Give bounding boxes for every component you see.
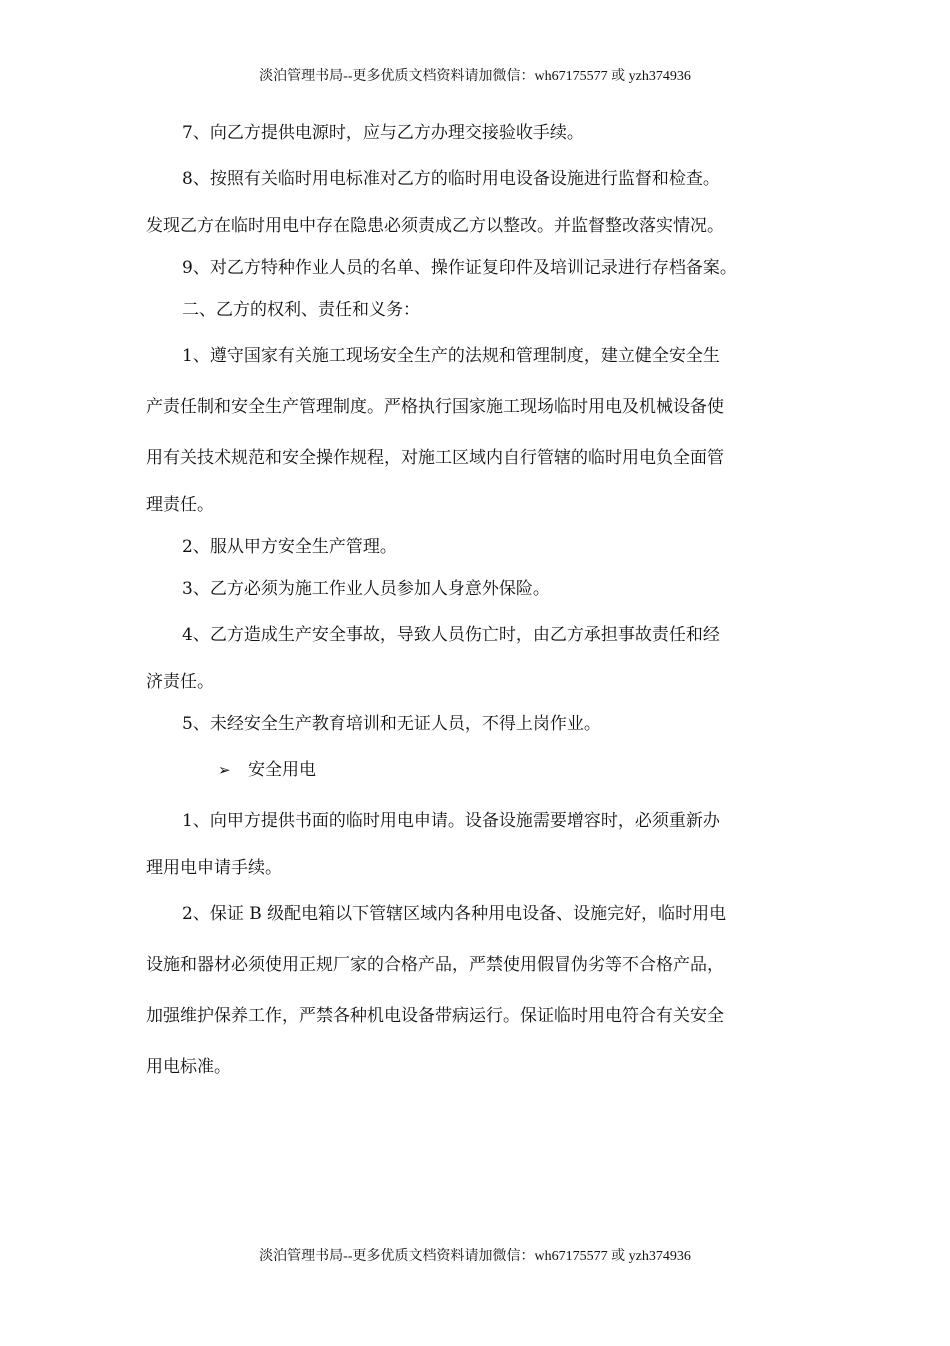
electricity-item-2-line-1: 2、保证 B 级配电箱以下管辖区域内各种用电设备、设施完好，临时用电 bbox=[182, 904, 727, 924]
paragraph-item-7: 7、向乙方提供电源时，应与乙方办理交接验收手续。 bbox=[182, 123, 584, 143]
paragraph-item-8-line-1: 8、按照有关临时用电标准对乙方的临时用电设备设施进行监督和检查。 bbox=[182, 169, 720, 189]
subsection-heading-electricity bbox=[146, 745, 806, 796]
paragraph-item-8-line-2: 发现乙方在临时用电中存在隐患必须责成乙方以整改。并监督整改落实情况。 bbox=[146, 216, 724, 236]
section-2-item-2: 2、服从甲方安全生产管理。 bbox=[182, 537, 397, 557]
document-body bbox=[146, 112, 806, 1093]
section-2-item-1-line-2: 产责任制和安全生产管理制度。严格执行国家施工现场临时用电及机械设备使 bbox=[146, 397, 724, 417]
paragraph-item-9: 9、对乙方特种作业人员的名单、操作证复印件及培训记录进行存档备案。 bbox=[182, 258, 737, 278]
section-2-heading: 二、乙方的权利、责任和义务： bbox=[182, 300, 420, 320]
page-header: 淡泊管理书局--更多优质文档资料请加微信：wh67175577 或 yzh374936 bbox=[259, 69, 691, 84]
page-footer: 淡泊管理书局--更多优质文档资料请加微信：wh67175577 或 yzh374936 bbox=[259, 1249, 691, 1264]
electricity-item-2-line-3: 加强维护保养工作，严禁各种机电设备带病运行。保证临时用电符合有关安全 bbox=[146, 1006, 724, 1026]
section-2-item-5: 5、未经安全生产教育培训和无证人员，不得上岗作业。 bbox=[182, 714, 601, 734]
section-2-item-1-line-4: 理责任。 bbox=[146, 495, 214, 515]
electricity-item-1-line-2: 理用电申请手续。 bbox=[146, 858, 282, 878]
electricity-item-2-line-2: 设施和器材必须使用正规厂家的合格产品，严禁使用假冒伪劣等不合格产品， bbox=[146, 955, 724, 975]
electricity-item-2-line-4: 用电标准。 bbox=[146, 1057, 231, 1077]
subsection-title: 安全用电 bbox=[248, 760, 316, 780]
section-2-item-1-line-1: 1、遵守国家有关施工现场安全生产的法规和管理制度，建立健全安全生 bbox=[182, 346, 720, 366]
section-2-item-4-line-1: 4、乙方造成生产安全事故，导致人员伤亡时，由乙方承担事故责任和经 bbox=[182, 625, 720, 645]
section-2-item-4-line-2: 济责任。 bbox=[146, 672, 214, 692]
section-2-item-1-line-3: 用有关技术规范和安全操作规程，对施工区域内自行管辖的临时用电负全面管 bbox=[146, 448, 724, 468]
electricity-item-1-line-1: 1、向甲方提供书面的临时用电申请。设备设施需要增容时，必须重新办 bbox=[182, 811, 720, 831]
arrow-bullet-icon: ➢ bbox=[218, 761, 231, 779]
section-2-item-3: 3、乙方必须为施工作业人员参加人身意外保险。 bbox=[182, 579, 550, 599]
